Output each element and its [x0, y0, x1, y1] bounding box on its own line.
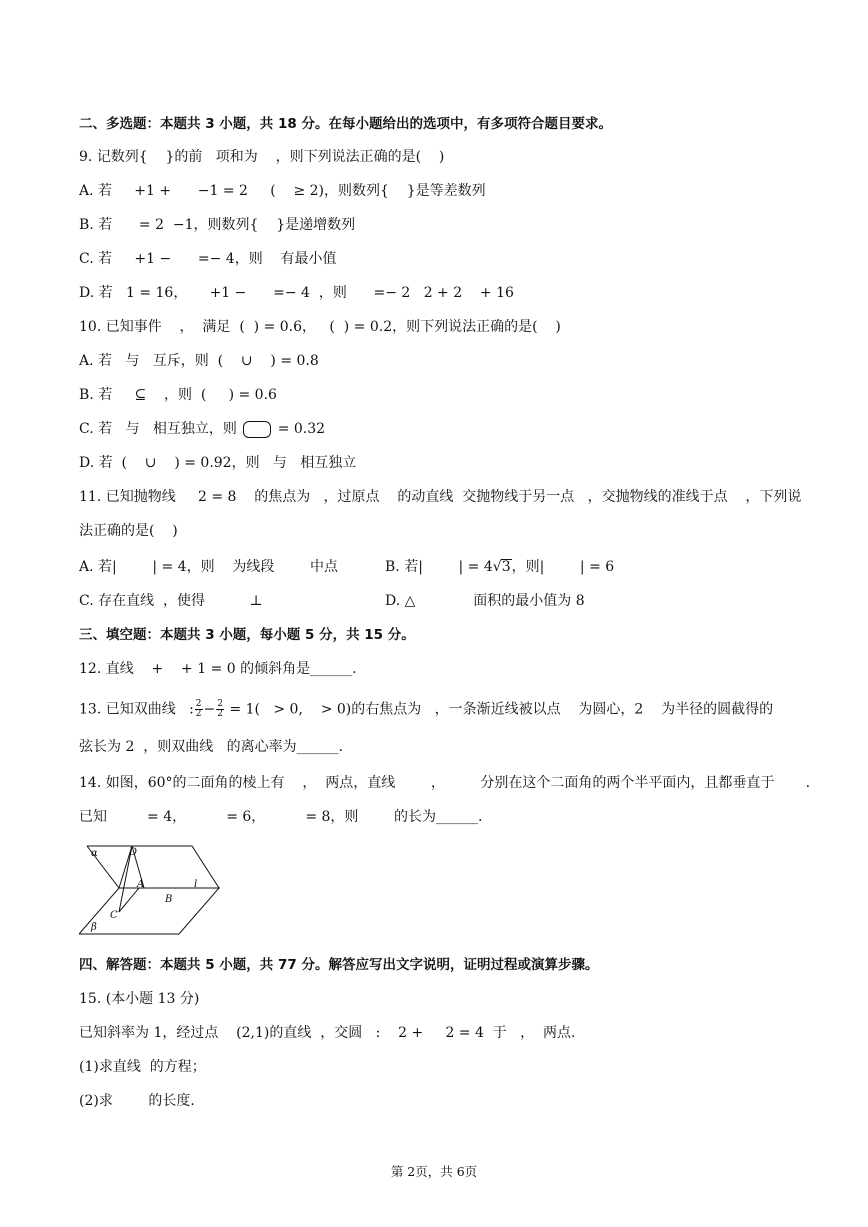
q9-option-c: C. 若 +1 − =− 4，则 有最小值: [79, 251, 337, 267]
q11-b-tail: ，则| | = 6: [511, 559, 615, 575]
q10-c-value: = 0.32: [273, 421, 326, 437]
fraction-y-num: 2: [217, 699, 223, 709]
q9-option-d: D. 若 1 = 16， +1 − =− 4 ，则 =− 2 2 + 2 + 16: [79, 285, 514, 301]
fraction-x-den: 2: [195, 709, 202, 719]
q12-text: 12. 直线 + + 1 = 0 的倾斜角是______.: [79, 661, 357, 677]
q11-option-d: D. △ 面积的最小值为 8: [385, 593, 585, 609]
sqrt-radicand: 3: [501, 559, 511, 575]
fraction-x: [195, 700, 203, 719]
q11-option-c: C. 存在直线 ，使得 ⊥: [79, 593, 263, 609]
q13-post: = 1( > 0, > 0)的右焦点为 ，一条渐近线被以点 为圆心，2 为半径的圆截得的: [225, 701, 774, 718]
q10-option-c: [79, 420, 325, 438]
label-d: D: [129, 847, 138, 858]
line-ac: [119, 888, 139, 912]
q13-pre: 13. 已知双曲线 :: [79, 701, 194, 718]
q11-stem-line2: 法正确的是( ): [79, 523, 178, 539]
q11-stem-line1: 11. 已知抛物线 2 = 8 的焦点为 ，过原点 的动直线 交抛物线于另一点 ，交抛物线的准线于点 ，下列说: [79, 489, 802, 505]
q15-part2: (2)求 的长度.: [79, 1093, 195, 1109]
section-2-heading: 二、多选题：本题共 3 小题，共 18 分。在每小题给出的选项中，有多项符合题目要求。: [79, 116, 612, 132]
plane-alpha-edge: [87, 846, 219, 888]
plane-beta-edge: [79, 888, 219, 934]
fraction-x-num: 2: [195, 699, 202, 709]
minus-sign: −: [203, 701, 216, 718]
section-4-heading: 四、解答题：本题共 5 小题，共 77 分。解答应写出文字说明，证明过程或演算步骤。: [79, 957, 599, 973]
label-a: A: [137, 879, 145, 890]
q15-stem: 已知斜率为 1，经过点 (2,1)的直线 ，交圆 : 2 + 2 = 4 于 ， 两点.: [79, 1025, 576, 1041]
q15-part1: (1)求直线 的方程；: [79, 1059, 206, 1075]
label-alpha: α: [91, 848, 98, 859]
complement-bracket: [243, 421, 271, 438]
q14-line1: 14. 如图，60°的二面角的棱上有 ， 两点，直线 ， 分别在这个二面角的两个半平面内，且都垂直于 .: [79, 775, 811, 791]
sqrt-sign: √: [492, 559, 502, 575]
dihedral-angle-figure: [79, 842, 224, 937]
label-beta: β: [91, 922, 97, 933]
q13-line1: [79, 700, 773, 719]
q13-line2: 弦长为 2 ，则双曲线 的离心率为______.: [79, 739, 344, 755]
q15-title: 15. (本小题 13 分): [79, 991, 200, 1007]
page-footer: 第 2页，共 6页: [390, 1164, 478, 1179]
fraction-y-den: 2: [217, 709, 223, 719]
label-b: B: [165, 894, 173, 905]
fraction-y: [216, 700, 224, 719]
q9-stem: 9. 记数列{ }的前 项和为 ，则下列说法正确的是( ): [79, 149, 445, 165]
q11-option-b: [385, 558, 614, 576]
q10-option-b: B. 若 ⊆ ，则 ( ) = 0.6: [79, 387, 277, 403]
q10-stem: 10. 已知事件 ， 满足 ( ) = 0.6， ( ) = 0.2，则下列说法正确的是( ): [79, 319, 561, 335]
q14-line2: 已知 = 4， = 6， = 8，则 的长为______.: [79, 809, 483, 825]
q11-option-a: A. 若| | = 4，则 为线段 中点: [79, 559, 338, 575]
q9-option-b: B. 若 = 2 −1，则数列{ }是递增数列: [79, 217, 356, 233]
q10-option-a: A. 若 与 互斥，则 ( ∪ ) = 0.8: [79, 353, 319, 369]
label-c: C: [110, 910, 118, 921]
q11-b-text: B. 若| | = 4: [385, 559, 493, 575]
section-3-heading: 三、填空题：本题共 3 小题，每小题 5 分，共 15 分。: [79, 627, 415, 643]
label-l: l: [194, 879, 198, 890]
q10-c-text: C. 若 与 相互独立，则: [79, 421, 242, 437]
q9-option-a: A. 若 +1 + −1 = 2 ( ≥ 2)，则数列{ }是等差数列: [79, 183, 486, 199]
q10-option-d: D. 若 ( ∪ ) = 0.92，则 与 相互独立: [79, 455, 357, 471]
